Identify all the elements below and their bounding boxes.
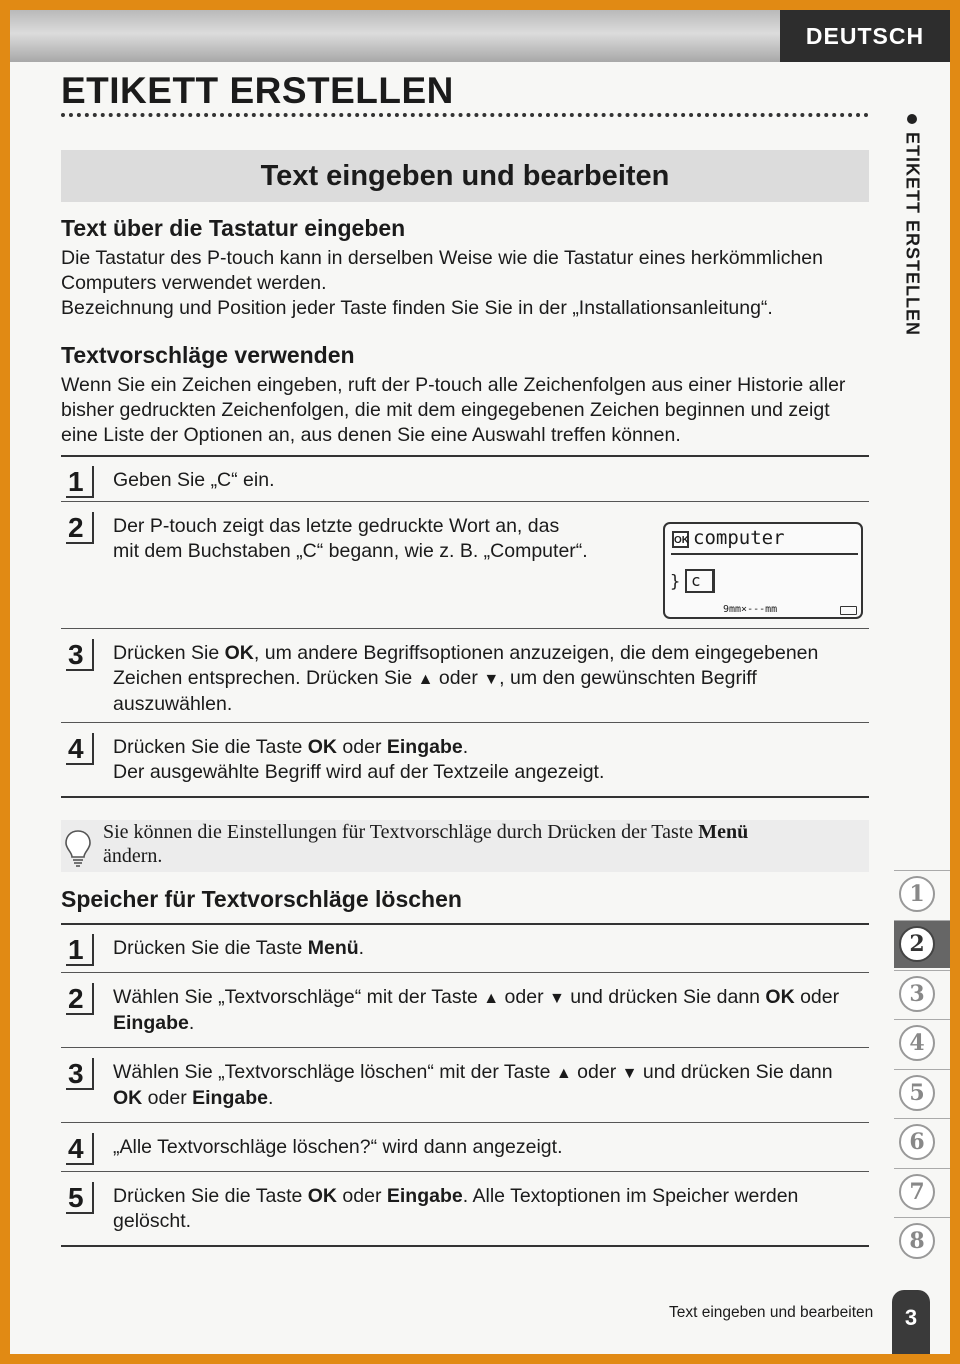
side-chapter-label: ETIKETT ERSTELLEN [902, 132, 923, 337]
lightbulb-icon [63, 828, 93, 868]
lcd-suggestion-word: computer [693, 527, 785, 549]
chapter-number: 7 [899, 1174, 935, 1210]
step-number: 1 [66, 934, 94, 966]
lcd-display [663, 522, 863, 619]
cursor-icon: } [670, 572, 681, 592]
chapter-tab[interactable] [894, 1217, 950, 1265]
title-dotted-divider [61, 113, 869, 117]
step-divider [61, 628, 869, 629]
tip-note [61, 820, 869, 872]
lcd-typed-char: c [685, 569, 715, 593]
step-divider [61, 972, 869, 973]
suggestions-paragraph: Wenn Sie ein Zeichen eingeben, ruft der P-touch alle Zeichenfolgen aus einer Historie aller bisher gedruckten Zeichenfolgen, die mit dem eingegebenen Zeichen beginnen und zeigt eine Liste der Optionen an, aus denen Sie eine Auswahl treffen können. [61, 374, 846, 446]
step-text: Geben Sie „C“ ein. [113, 469, 275, 491]
chapter-number: 4 [899, 1025, 935, 1061]
step-divider [61, 923, 869, 925]
step-number: 4 [66, 733, 94, 765]
chapter-number: 8 [899, 1223, 935, 1259]
up-arrow-icon: ▲ [555, 1065, 572, 1082]
step-number: 3 [66, 639, 94, 671]
step-divider [61, 1047, 869, 1048]
chapter-number: 3 [899, 976, 935, 1012]
tip-text: Sie können die Einstellungen für Textvorschläge durch Drücken der Taste Menü ändern. [103, 821, 749, 867]
section-heading: Text eingeben und bearbeiten [61, 150, 869, 202]
step-divider [61, 501, 869, 502]
chapter-number: 5 [899, 1075, 935, 1111]
chapter-number: 2 [899, 926, 935, 962]
chapter-number: 1 [899, 876, 935, 912]
step-text: Drücken Sie die Taste OK oder Eingabe. Der ausgewählte Begriff wird auf der Textzeile angezeigt. [113, 736, 605, 783]
chapter-tab[interactable] [894, 870, 950, 918]
step-divider [61, 722, 869, 723]
up-arrow-icon: ▲ [483, 990, 500, 1007]
chapter-tab[interactable] [894, 970, 950, 1018]
chapter-tab[interactable] [894, 1168, 950, 1216]
step-number: 4 [66, 1133, 94, 1165]
step-text: „Alle Textvorschläge löschen?“ wird dann angezeigt. [113, 1136, 563, 1158]
step-divider [61, 796, 869, 798]
page-title: ETIKETT ERSTELLEN [61, 70, 454, 111]
step-divider [61, 1171, 869, 1172]
step-divider [61, 455, 869, 457]
step-text: Drücken Sie die Taste Menü. [113, 937, 365, 959]
lcd-underline [671, 553, 858, 555]
footer-section-name: Text eingeben und bearbeiten [669, 1304, 874, 1321]
step-divider [61, 1122, 869, 1123]
keyboard-subheading: Text über die Tastatur eingeben [61, 215, 406, 241]
suggestions-subheading: Textvorschläge verwenden [61, 342, 355, 368]
chapter-tab[interactable] [894, 1118, 950, 1166]
header-band [10, 10, 780, 62]
language-tab: DEUTSCH [780, 10, 950, 62]
manual-page [10, 10, 950, 1354]
step-text: Drücken Sie die Taste OK oder Eingabe. Alle Textoptionen im Speicher werden gelöscht. [113, 1185, 799, 1232]
chapter-tab-active[interactable] [894, 920, 950, 968]
down-arrow-icon: ▼ [549, 990, 565, 1007]
down-arrow-icon: ▼ [483, 671, 500, 688]
up-arrow-icon: ▲ [417, 671, 434, 688]
page-number: 3 [892, 1290, 930, 1354]
clear-subheading: Speicher für Textvorschläge löschen [61, 886, 462, 912]
bullet-dot-icon [907, 114, 917, 124]
step-number: 2 [66, 512, 94, 544]
battery-icon [840, 606, 857, 615]
step-text: Der P-touch zeigt das letzte gedruckte Wort an, das mit dem Buchstaben „C“ begann, wie z. B. „Computer“. [113, 515, 588, 562]
lcd-status: 9mm×---mm [723, 604, 778, 615]
step-text: Wählen Sie „Textvorschläge“ mit der Taste ▲ oder ▼ und drücken Sie dann OK oder Eingabe. [113, 986, 840, 1034]
step-text: Drücken Sie OK, um andere Begriffsoptionen anzuzeigen, die dem eingegebenen Zeichen entsprechen. Drücken Sie ▲ oder ▼, um den gewünschten Begriff auszuwählen. [113, 642, 819, 715]
keyboard-paragraph: Die Tastatur des P-touch kann in derselben Weise wie die Tastatur eines herkömmlichen Computers verwendet werden. Bezeichnung und Position jeder Taste finden Sie Sie in der „Installationsanleitung“. [61, 247, 823, 319]
down-arrow-icon: ▼ [621, 1065, 638, 1082]
chapter-tab[interactable] [894, 1069, 950, 1117]
step-number: 1 [66, 466, 94, 498]
chapter-number: 6 [899, 1124, 935, 1160]
step-number: 5 [66, 1182, 94, 1214]
step-number: 2 [66, 983, 94, 1015]
step-number: 3 [66, 1058, 94, 1090]
step-text: Wählen Sie „Textvorschläge löschen“ mit der Taste ▲ oder ▼ und drücken Sie dann OK oder Eingabe. [113, 1061, 833, 1109]
step-divider [61, 1245, 869, 1247]
chapter-tab[interactable] [894, 1019, 950, 1067]
side-chapter-title [888, 114, 936, 374]
ok-badge: OK [672, 531, 689, 548]
